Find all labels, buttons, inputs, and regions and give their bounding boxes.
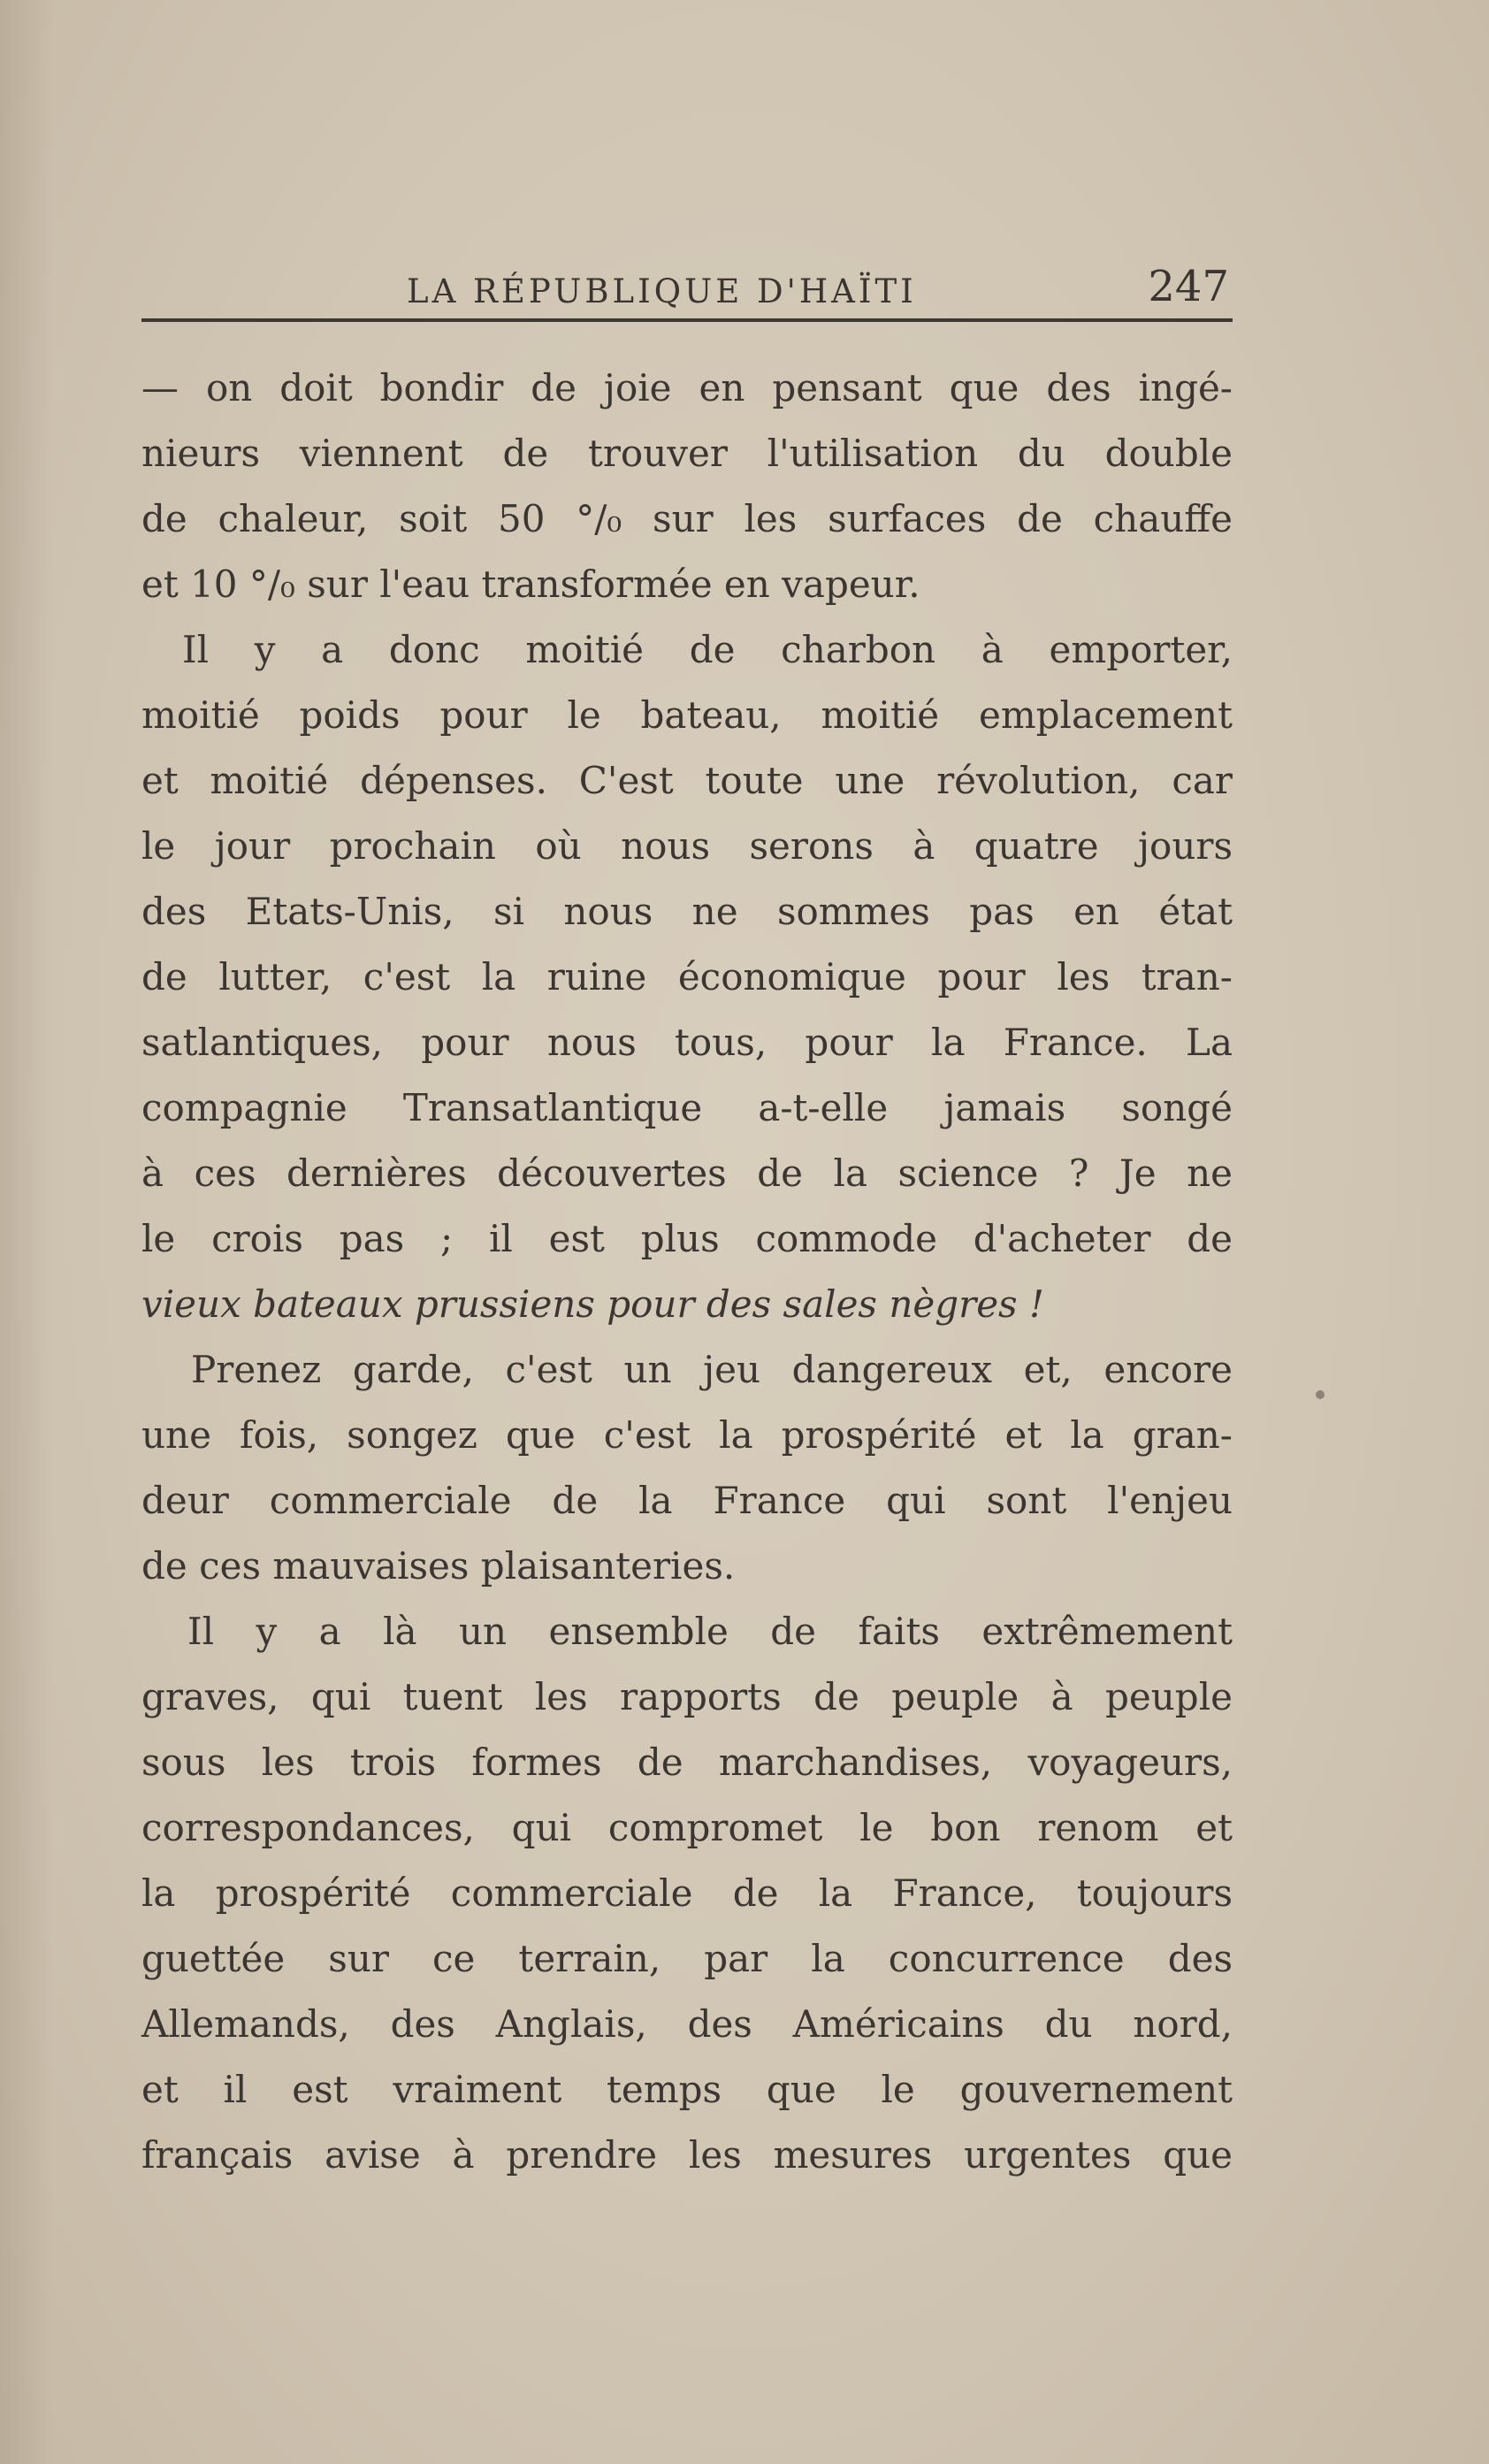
paper-speck: [1316, 1390, 1325, 1399]
text-line: et il est vraiment temps que le gouvernement: [141, 2068, 1233, 2111]
running-title: LA RÉPUBLIQUE D'HAÏTI: [407, 272, 917, 310]
body-text: [141, 356, 1233, 2188]
text-line: moitié poids pour le bateau, moitié emplacement: [141, 693, 1233, 737]
text-line: le jour prochain où nous serons à quatre jours: [141, 824, 1233, 868]
text-line: et 10 °/₀ sur l'eau transformée en vapeur.: [141, 562, 920, 606]
text-line: sous les trois formes de marchandises, voyageurs,: [141, 1741, 1233, 1784]
page-number: 247: [1148, 262, 1229, 311]
text-line: de chaleur, soit 50 °/₀ sur les surfaces de chauffe: [141, 497, 1233, 540]
text-line: la prospérité commerciale de la France, toujours: [141, 1871, 1233, 1915]
header-rule: [141, 318, 1233, 322]
text-line: Allemands, des Anglais, des Américains du nord,: [141, 2002, 1233, 2046]
text-line: satlantiques, pour nous tous, pour la France. La: [141, 1021, 1233, 1064]
text-line: Il y a là un ensemble de faits extrêmement: [187, 1610, 1233, 1653]
text-line: — on doit bondir de joie en pensant que des ingé-: [141, 366, 1233, 409]
text-line: guettée sur ce terrain, par la concurrence des: [141, 1937, 1233, 1980]
text-line-italic: vieux bateaux prussiens pour des sales nègres !: [141, 1282, 1044, 1326]
text-line: le crois pas ; il est plus commode d'acheter de: [141, 1217, 1233, 1260]
text-line: Il y a donc moitié de charbon à emporter,: [182, 628, 1233, 671]
text-line: une fois, songez que c'est la prospérité et la gran-: [141, 1413, 1233, 1457]
text-line: et moitié dépenses. C'est toute une révolution, car: [141, 759, 1233, 802]
text-line: Prenez garde, c'est un jeu dangereux et, encore: [191, 1348, 1233, 1391]
text-line: deur commerciale de la France qui sont l'enjeu: [141, 1479, 1233, 1522]
text-line: français avise à prendre les mesures urgentes que: [141, 2133, 1233, 2177]
text-line: compagnie Transatlantique a-t-elle jamais songé: [141, 1086, 1233, 1129]
page-shadow: [0, 0, 53, 2464]
text-line: des Etats-Unis, si nous ne sommes pas en état: [141, 890, 1233, 933]
text-line: graves, qui tuent les rapports de peuple à peuple: [141, 1675, 1233, 1718]
text-line: de lutter, c'est la ruine économique pour les tran-: [141, 955, 1233, 999]
text-line: de ces mauvaises plaisanteries.: [141, 1544, 736, 1588]
text-line: nieurs viennent de trouver l'utilisation du double: [141, 432, 1233, 475]
page-header: [141, 255, 1233, 325]
text-line: correspondances, qui compromet le bon renom et: [141, 1806, 1233, 1849]
text-line: à ces dernières découvertes de la science ? Je ne: [141, 1152, 1233, 1195]
